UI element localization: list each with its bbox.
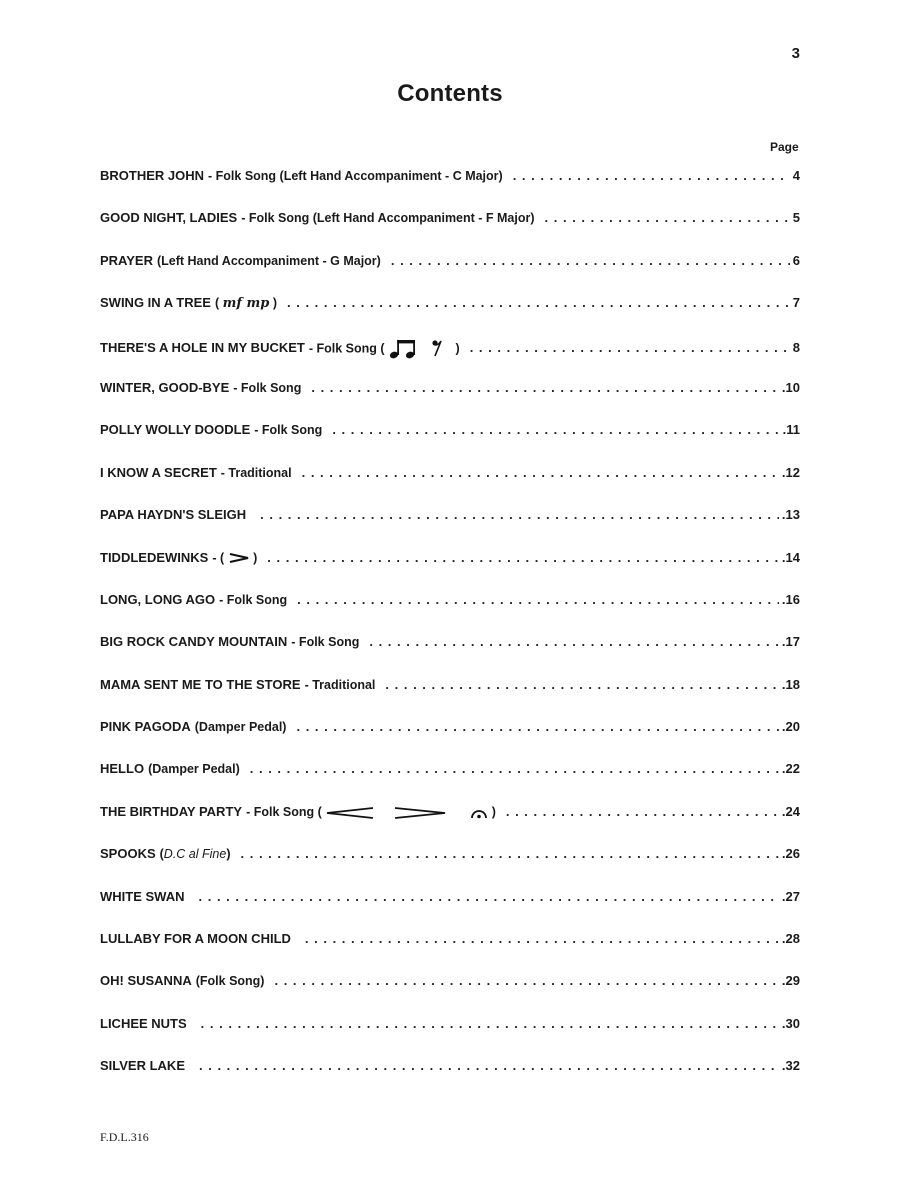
entry-page: .14 — [781, 549, 800, 565]
entry-page: 6 — [792, 252, 800, 268]
entry-title: SPOOKS — [100, 846, 156, 862]
entry-title: BIG ROCK CANDY MOUNTAIN — [100, 634, 288, 650]
entry-title: I KNOW A SECRET — [100, 464, 217, 480]
entry-title: LICHEE NUTS — [100, 1015, 187, 1031]
entry-detail: (Damper Pedal) — [148, 762, 240, 777]
entry-page: .30 — [781, 1015, 800, 1031]
dot-leader — [391, 253, 790, 268]
entry-page: .11 — [782, 422, 800, 438]
entry-detail: - Folk Song (Left Hand Accompaniment - F Major) — [241, 211, 535, 226]
dot-leader — [241, 846, 779, 861]
entry-title: SILVER LAKE — [100, 1058, 185, 1074]
entry-page: .28 — [781, 931, 800, 947]
dot-leader — [470, 340, 790, 355]
detail-text: - Folk Song ( — [246, 804, 322, 819]
fermata-icon — [470, 807, 488, 819]
entry-page: .12 — [781, 464, 800, 480]
toc-entry[interactable] — [100, 889, 800, 931]
detail-close-paren: ) — [272, 296, 278, 311]
dot-leader — [369, 634, 779, 649]
dot-leader — [385, 677, 779, 692]
detail-close-paren: ) — [455, 340, 460, 355]
toc-entry[interactable] — [100, 550, 800, 592]
entry-detail — [215, 296, 277, 311]
entry-page: .22 — [781, 761, 800, 777]
detail-close-paren: ) — [253, 550, 258, 565]
dot-leader — [311, 380, 779, 395]
footer-code: F.D.L.316 — [100, 1130, 149, 1144]
entry-title: TIDDLEDEWINKS — [100, 549, 209, 565]
entry-title: MAMA SENT ME TO THE STORE — [100, 676, 301, 692]
entry-title: WINTER, GOOD-BYE — [100, 379, 230, 395]
toc-entry[interactable] — [100, 338, 800, 380]
entry-page: .20 — [781, 719, 800, 735]
entry-detail: - Folk Song — [254, 423, 323, 438]
dot-leader — [199, 1058, 779, 1073]
dot-leader — [274, 973, 778, 988]
toc-entry[interactable] — [100, 677, 800, 719]
dot-leader — [506, 804, 779, 819]
entry-title: PRAYER — [100, 252, 153, 268]
detail-text: - Folk Song ( — [308, 340, 385, 355]
detail-italic: D.C al Fine — [163, 847, 227, 862]
entry-title: THE BIRTHDAY PARTY — [100, 803, 243, 819]
entry-title: THERE'S A HOLE IN MY BUCKET — [100, 339, 305, 355]
toc-entry[interactable] — [100, 380, 800, 422]
toc-entry[interactable] — [100, 592, 800, 634]
entry-detail: (Left Hand Accompaniment - G Major) — [156, 253, 381, 268]
entry-detail: (Folk Song) — [195, 974, 265, 989]
entry-detail: - Traditional — [220, 465, 292, 480]
dot-leader — [332, 422, 779, 437]
entry-detail: - Folk Song — [291, 635, 360, 650]
dot-leader — [250, 761, 779, 776]
entry-detail: - Folk Song — [233, 380, 302, 395]
entry-page: 5 — [792, 210, 800, 226]
toc-entry[interactable] — [100, 804, 800, 846]
toc-entry[interactable] — [100, 931, 800, 973]
entry-title: PINK PAGODA — [100, 719, 191, 735]
dot-leader — [305, 931, 779, 946]
entry-detail: (Damper Pedal) — [194, 720, 287, 735]
entry-title: PAPA HAYDN'S SLEIGH — [100, 507, 247, 523]
accent-icon — [228, 552, 250, 564]
entry-page: .26 — [781, 846, 800, 862]
entry-page: .13 — [781, 507, 800, 523]
toc-entry[interactable] — [100, 973, 800, 1015]
entry-page: .17 — [781, 634, 800, 650]
mf-mp-dynamics-icon: mf mp — [222, 296, 270, 312]
toc-entry[interactable] — [100, 634, 800, 676]
dot-leader — [267, 550, 779, 565]
toc-entry[interactable] — [100, 465, 800, 507]
dot-leader — [199, 889, 779, 904]
dot-leader — [260, 507, 779, 522]
entry-title: BROTHER JOHN — [100, 168, 205, 183]
entry-page: .16 — [781, 591, 800, 607]
entry-title: GOOD NIGHT, LADIES — [100, 210, 238, 226]
page-number: 3 — [791, 45, 800, 62]
detail-close-paren: ) — [226, 847, 231, 862]
entry-page: .24 — [781, 803, 800, 819]
toc-entry[interactable] — [100, 295, 800, 337]
toc-entry[interactable] — [100, 168, 800, 210]
entry-detail — [212, 551, 257, 565]
entry-page: .27 — [781, 888, 800, 904]
entry-detail — [160, 847, 231, 861]
entry-page: 7 — [792, 295, 800, 311]
entry-detail — [309, 338, 460, 360]
page-title: Contents — [397, 80, 503, 107]
detail-close-paren: ) — [491, 804, 496, 819]
dot-leader — [201, 1016, 779, 1031]
crescendo-hairpin-icon — [325, 807, 375, 819]
entry-page: .29 — [781, 973, 800, 989]
toc-entry[interactable] — [100, 761, 800, 803]
toc-entry[interactable] — [100, 1016, 800, 1058]
decrescendo-hairpin-icon — [393, 807, 451, 819]
entry-page: .32 — [781, 1058, 800, 1074]
entry-page: 4 — [792, 168, 800, 183]
entry-title: POLLY WOLLY DOODLE — [100, 422, 251, 438]
entry-detail: - Traditional — [304, 677, 376, 692]
dot-leader — [287, 295, 790, 310]
entry-title: WHITE SWAN — [100, 888, 185, 904]
entry-title: LONG, LONG AGO — [100, 591, 216, 607]
entry-detail: - Folk Song — [219, 592, 288, 607]
entry-title: HELLO — [100, 761, 145, 777]
entry-detail — [246, 805, 496, 819]
page-column-header: Page — [770, 140, 799, 154]
toc-entry[interactable] — [100, 210, 800, 252]
dot-leader — [296, 719, 778, 734]
dot-leader — [297, 592, 779, 607]
entry-title: LULLABY FOR A MOON CHILD — [100, 931, 291, 947]
toc-entry[interactable] — [100, 719, 800, 761]
entry-page: .10 — [781, 379, 800, 395]
dot-leader — [545, 210, 790, 225]
entry-detail: - Folk Song (Left Hand Accompaniment - C Major) — [208, 169, 503, 183]
dot-leader — [513, 168, 790, 183]
toc-entry[interactable] — [100, 846, 800, 888]
toc-entry[interactable] — [100, 507, 800, 549]
toc-entry[interactable] — [100, 253, 800, 295]
toc-entry[interactable] — [100, 1058, 800, 1100]
entry-title: OH! SUSANNA — [100, 973, 192, 989]
detail-open-paren: ( — [159, 847, 164, 862]
dot-leader — [302, 465, 779, 480]
eighth-notes-rest-icon — [388, 338, 452, 360]
entry-page: .18 — [781, 676, 800, 692]
entry-page: 8 — [792, 339, 800, 355]
entry-title: SWING IN A TREE — [100, 295, 211, 311]
table-of-contents — [100, 168, 800, 1101]
toc-entry[interactable] — [100, 422, 800, 464]
detail-open-paren: ( — [214, 296, 220, 311]
detail-text: - ( — [212, 550, 225, 565]
